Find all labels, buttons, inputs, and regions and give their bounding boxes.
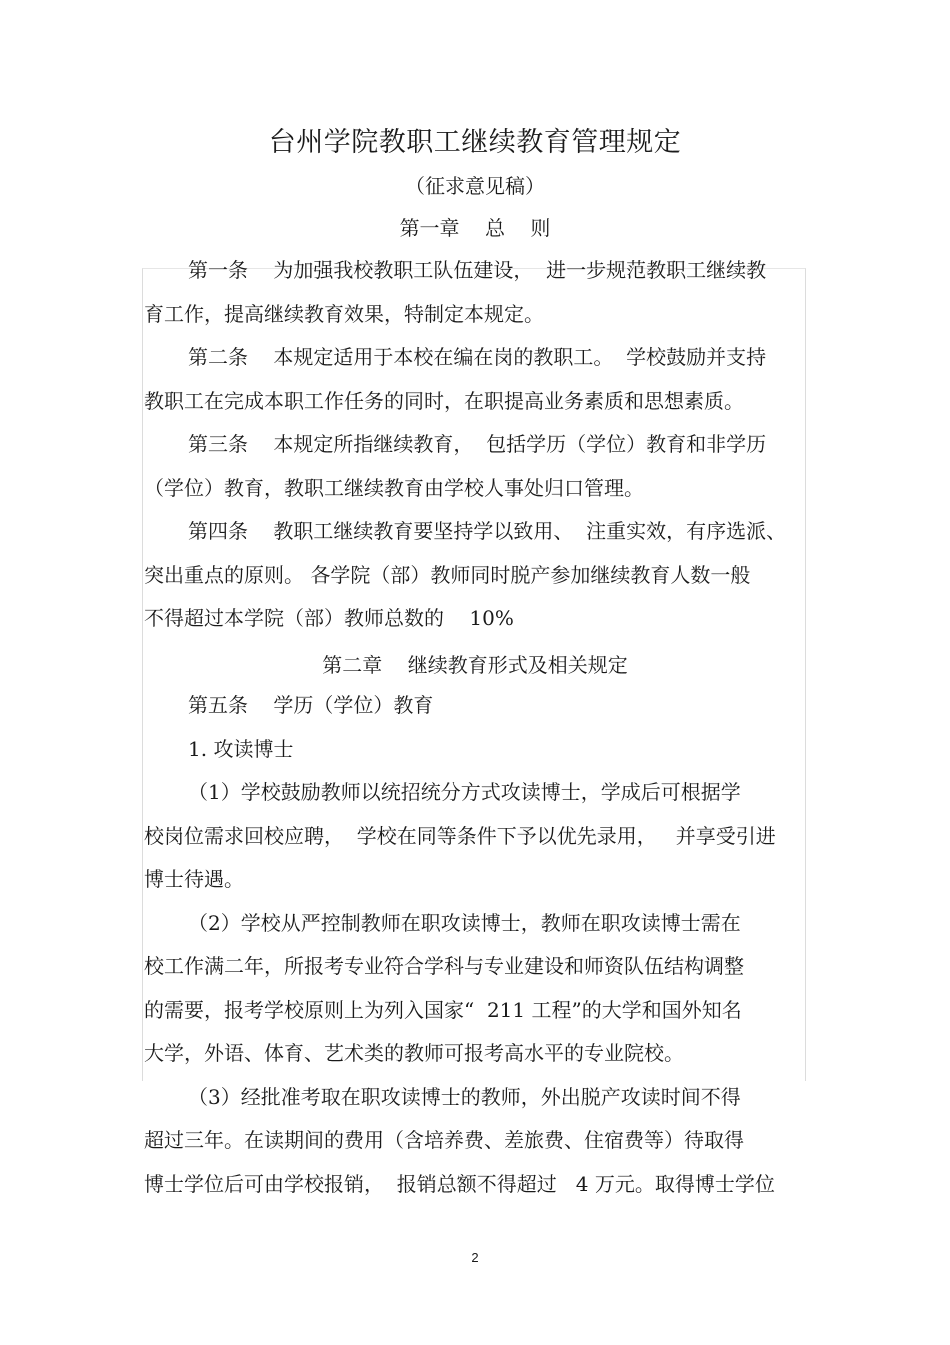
text-line: 育工作，提高继续教育效果，特制定本规定。 xyxy=(144,302,544,326)
text-line: 第二条 本规定适用于本校在编在岗的教职工。 学校鼓励并支持 xyxy=(188,345,767,369)
text-line: 超过三年。在读期间的费用（含培养费、差旅费、住宿费等）待取得 xyxy=(144,1128,744,1152)
text-line: 第三条 本规定所指继续教育， 包括学历（学位）教育和非学历 xyxy=(188,432,767,456)
text-line: 第四条 教职工继续教育要坚持学以致用、 注重实效，有序选派、 xyxy=(188,519,787,543)
text-line: 博士待遇。 xyxy=(144,867,244,891)
text-line: （2）学校从严控制教师在职攻读博士，教师在职攻读博士需在 xyxy=(188,911,741,935)
text-line: 校工作满二年，所报考专业符合学科与专业建设和师资队伍结构调整 xyxy=(144,954,744,978)
text-line: 大学，外语、体育、艺术类的教师可报考高水平的专业院校。 xyxy=(144,1041,684,1065)
text-line: 校岗位需求回校应聘， 学校在同等条件下予以优先录用， 并享受引进 xyxy=(144,824,776,848)
text-line: 博士学位后可由学校报销， 报销总额不得超过 4 万元。取得博士学位 xyxy=(144,1172,775,1196)
text-line: 1. 攻读博士 xyxy=(188,737,294,761)
document-subtitle: （征求意见稿） xyxy=(405,174,545,198)
text-line: 的需要，报考学校原则上为列入国家“ 211 工程”的大学和国外知名 xyxy=(144,998,742,1022)
text-line: （学位）教育，教职工继续教育由学校人事处归口管理。 xyxy=(144,476,644,500)
chapter-heading-2: 第二章 继续教育形式及相关规定 xyxy=(322,653,628,677)
text-line: 第一条 为加强我校教职工队伍建设， 进一步规范教职工继续教 xyxy=(188,258,767,282)
text-line: （3）经批准考取在职攻读博士的教师，外出脱产攻读时间不得 xyxy=(188,1085,741,1109)
text-line: 教职工在完成本职工作任务的同时，在职提高业务素质和思想素质。 xyxy=(144,389,744,413)
text-line: 不得超过本学院（部）教师总数的 10% xyxy=(144,606,514,630)
document-title: 台州学院教职工继续教育管理规定 xyxy=(268,127,682,158)
chapter-heading-1: 第一章 总 则 xyxy=(399,216,551,240)
text-line: 突出重点的原则。 各学院（部）教师同时脱产参加继续教育人数一般 xyxy=(144,563,751,587)
text-line: 第五条 学历（学位）教育 xyxy=(188,693,434,717)
page-number: 2 xyxy=(471,1250,479,1265)
text-line: （1）学校鼓励教师以统招统分方式攻读博士，学成后可根据学 xyxy=(188,780,741,804)
